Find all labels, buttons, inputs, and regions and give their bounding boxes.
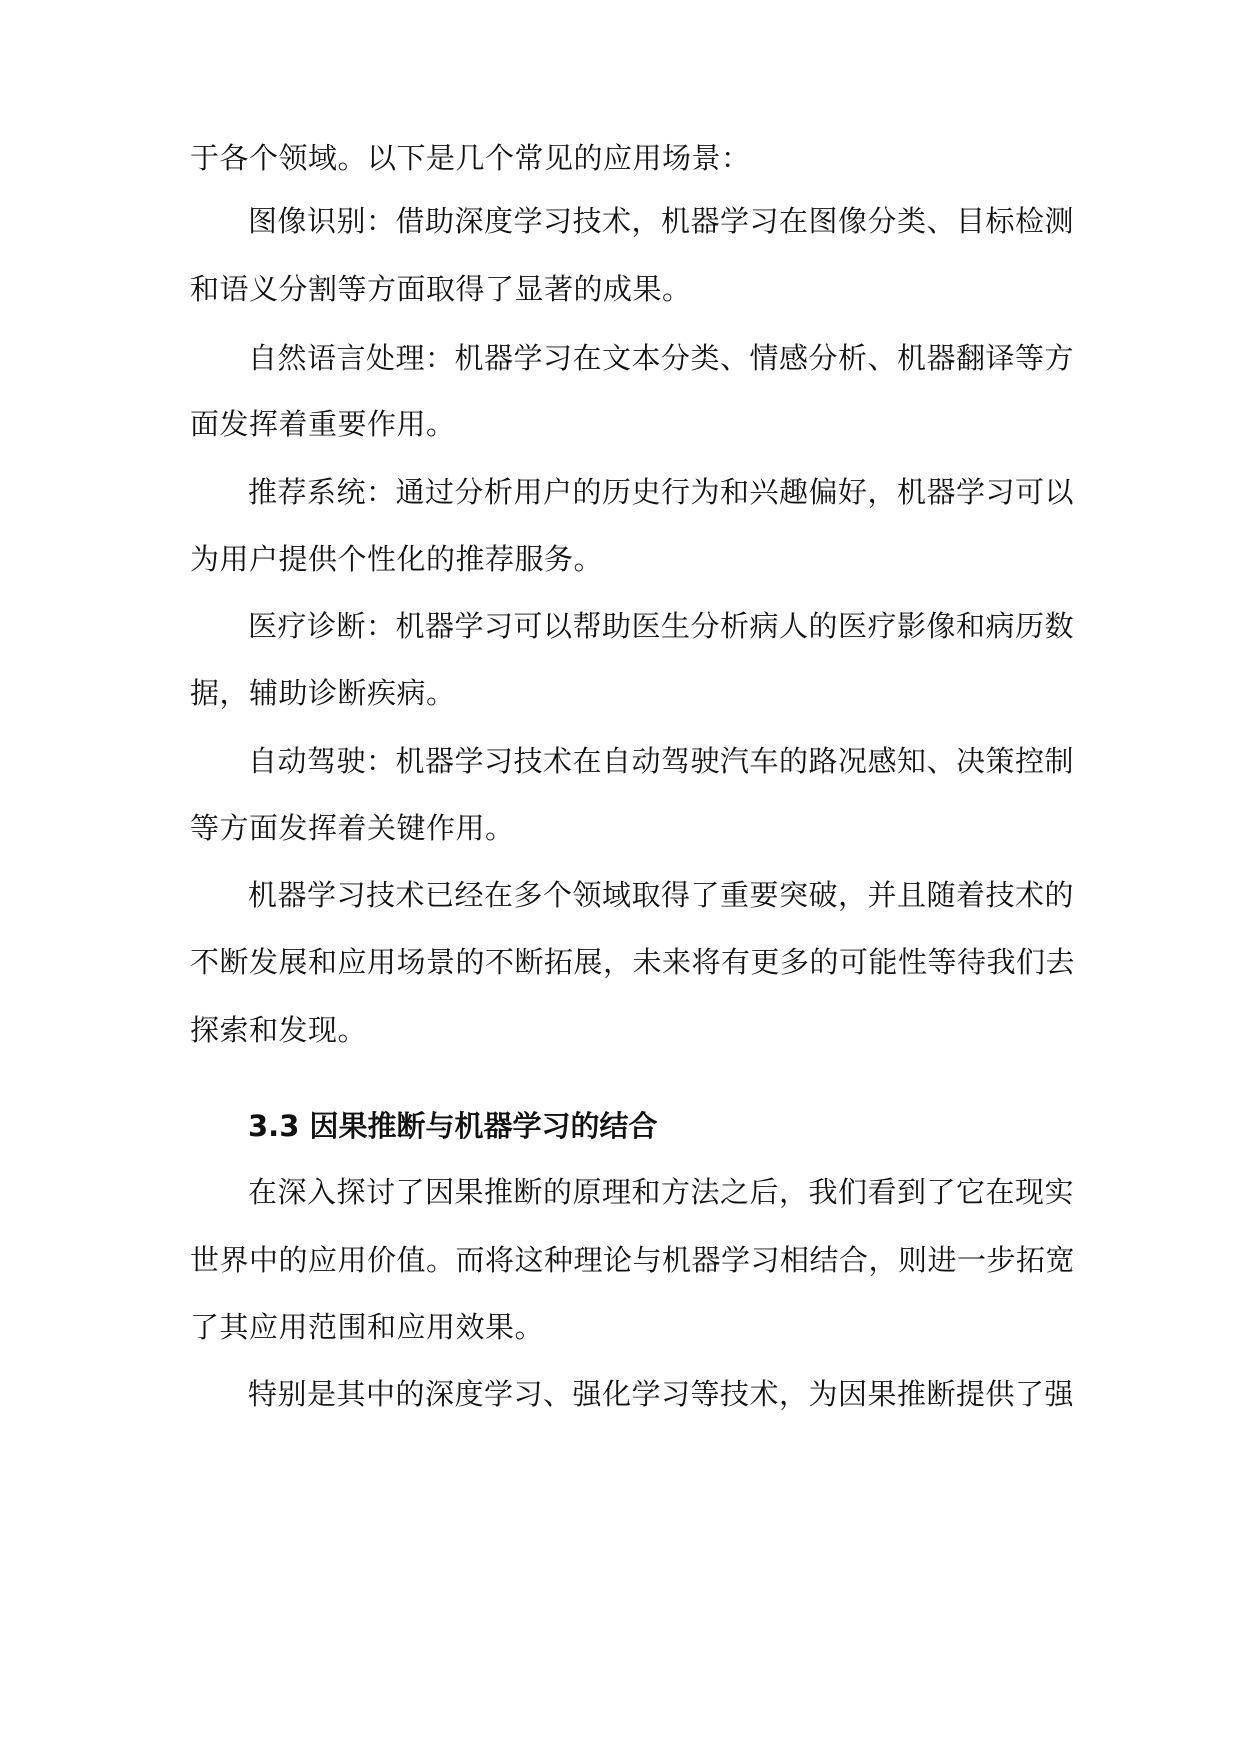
text-line: 在深入探讨了因果推断的原理和方法之后，我们看到了它在现实	[248, 1175, 1075, 1209]
text-line: 于各个领域。以下是几个常见的应用场景：	[190, 141, 751, 175]
text-line: 了其应用范围和应用效果。	[190, 1310, 545, 1344]
text-line: 推荐系统：通过分析用户的历史行为和兴趣偏好，机器学习可以	[248, 475, 1075, 509]
text-line: 医疗诊断：机器学习可以帮助医生分析病人的医疗影像和病历数	[248, 609, 1075, 643]
text-line: 为用户提供个性化的推荐服务。	[190, 542, 604, 576]
text-line: 和语义分割等方面取得了显著的成果。	[190, 272, 692, 306]
text-line: 探索和发现。	[190, 1013, 368, 1047]
text-line: 不断发展和应用场景的不断拓展，未来将有更多的可能性等待我们去	[190, 945, 1076, 979]
text-line: 特别是其中的深度学习、强化学习等技术，为因果推断提供了强	[248, 1377, 1075, 1411]
text-line: 图像识别：借助深度学习技术，机器学习在图像分类、目标检测	[248, 204, 1075, 238]
text-line: 世界中的应用价值。而将这种理论与机器学习相结合，则进一步拓宽	[190, 1243, 1076, 1277]
text-line: 自动驾驶：机器学习技术在自动驾驶汽车的路况感知、决策控制	[248, 744, 1075, 778]
text-line: 据，辅助诊断疾病。	[190, 676, 456, 710]
text-line: 面发挥着重要作用。	[190, 407, 456, 441]
text-line: 等方面发挥着关键作用。	[190, 811, 515, 845]
section-heading: 3.3 因果推断与机器学习的结合	[248, 1109, 658, 1143]
text-line: 机器学习技术已经在多个领域取得了重要突破，并且随着技术的	[248, 878, 1075, 912]
text-line: 自然语言处理：机器学习在文本分类、情感分析、机器翻译等方	[248, 341, 1075, 375]
